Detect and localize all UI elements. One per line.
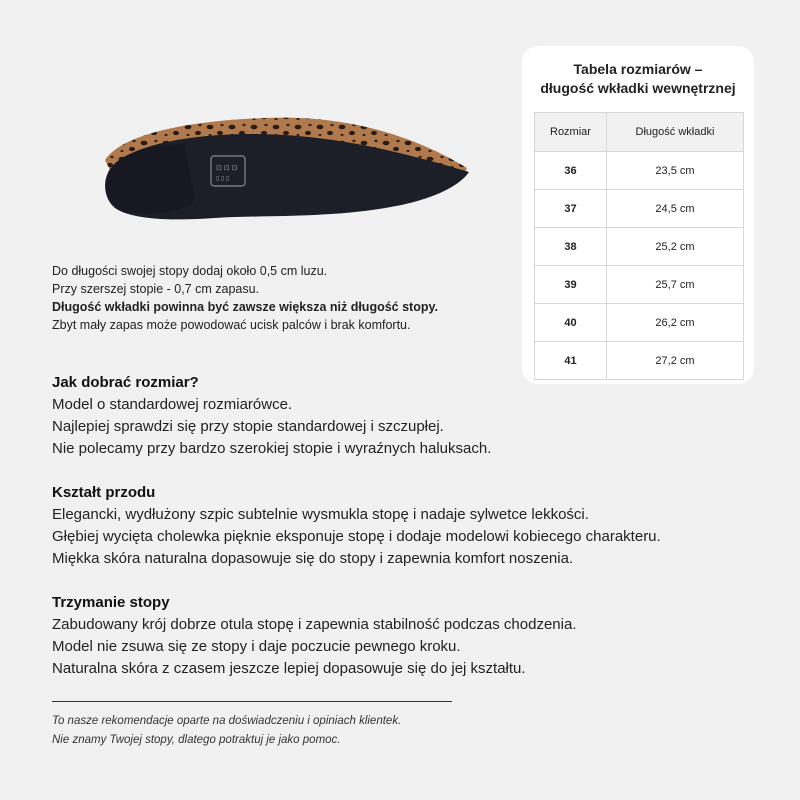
section-line: Model o standardowej rozmiarówce. [52,396,293,413]
column-header-size: Rozmiar [535,113,607,152]
size-cell: 36 [535,152,607,190]
section-heading: Jak dobrać rozmiar? [52,374,199,391]
length-cell: 27,2 cm [606,342,743,380]
fit-notes [52,262,522,334]
table-row [535,228,744,266]
table-row [535,266,744,304]
size-table-header-row [535,113,744,152]
table-row [535,304,744,342]
size-chart-title [522,60,754,98]
fit-note-1: Do długości swojej stopy dodaj około 0,5 cm luzu. [52,264,328,278]
disclaimer-line-2: Nie znamy Twojej stopy, dlatego potraktuj je jako pomoc. [52,734,341,746]
section-line: Nie polecamy przy bardzo szerokiej stopie i wyraźnych haluksach. [52,440,492,457]
length-cell: 25,2 cm [606,228,743,266]
section-line: Model nie zsuwa się ze stopy i daje poczucie pewnego kroku. [52,638,461,655]
section-line: Zabudowany krój dobrze otula stopę i zapewnia stabilność podczas chodzenia. [52,616,577,633]
length-cell: 24,5 cm [606,190,743,228]
length-cell: 26,2 cm [606,304,743,342]
size-cell: 41 [535,342,607,380]
svg-text:⊡ ⊡ ⊡: ⊡ ⊡ ⊡ [216,165,238,172]
size-table [534,112,744,380]
size-chart-title-line-2: długość wkładki wewnętrznej [540,80,736,96]
section-line: Elegancki, wydłużony szpic subtelnie wysmukla stopę i nadaje sylwetce lekkości. [52,506,589,523]
fit-note-2: Przy szerszej stopie - 0,7 cm zapasu. [52,282,260,296]
section-line: Głębiej wycięta cholewka pięknie eksponuje stopę i dodaje modelowi kobiecego charakteru. [52,528,661,545]
length-cell: 23,5 cm [606,152,743,190]
size-cell: 40 [535,304,607,342]
fit-note-4: Zbyt mały zapas może powodować ucisk palców i brak komfortu. [52,318,411,332]
section-heading: Kształt przodu [52,484,156,501]
shoe-sole-illustration [95,90,495,235]
description-sections [52,372,792,680]
divider-line [52,701,452,702]
section-size-advice [52,372,792,460]
fit-note-3: Długość wkładki powinna być zawsze większa niż długość stopy. [52,300,438,314]
section-toe-shape [52,482,792,570]
table-row [535,190,744,228]
shoe-sole-image [95,90,495,235]
disclaimer-line-1: To nasze rekomendacje oparte na doświadczeniu i opiniach klientek. [52,715,402,727]
svg-text:▯ ▯ ▯: ▯ ▯ ▯ [216,176,230,182]
size-cell: 37 [535,190,607,228]
section-line: Naturalna skóra z czasem jeszcze lepiej dopasowuje się do jej kształtu. [52,660,526,677]
size-chart-title-line-1: Tabela rozmiarów – [573,61,703,77]
size-cell: 38 [535,228,607,266]
section-line: Miękka skóra naturalna dopasowuje się do stopy i zapewnia komfort noszenia. [52,550,574,567]
size-chart-card [522,46,754,384]
section-line: Najlepiej sprawdzi się przy stopie standardowej i szczupłej. [52,418,444,435]
column-header-length: Długość wkładki [606,113,743,152]
size-cell: 39 [535,266,607,304]
section-heading: Trzymanie stopy [52,594,170,611]
table-row [535,152,744,190]
section-foot-hold [52,592,792,680]
length-cell: 25,7 cm [606,266,743,304]
disclaimer [52,712,652,750]
